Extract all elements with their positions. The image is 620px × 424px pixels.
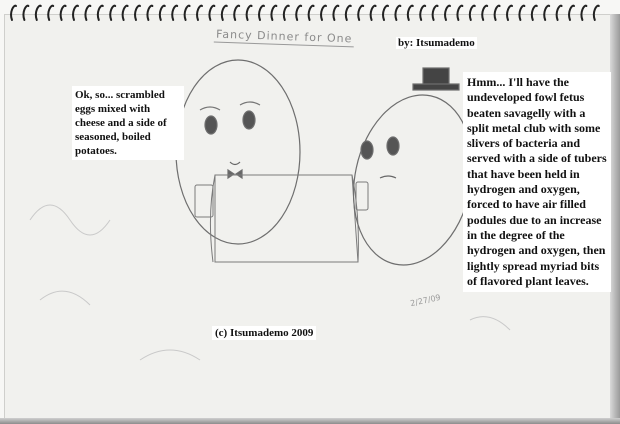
speech-text-left: Ok, so... scrambled eggs mixed with cheese and a side of seasoned, boiled potatoes. <box>72 86 184 160</box>
date-signature: 2/27/09 <box>409 292 442 309</box>
byline: by: Itsumademo <box>398 37 475 49</box>
speech-text-right: Hmm... I'll have the undeveloped fowl fetus beaten savagelly with a split metal club with some slivers of bacteria and served with a side of tubers that have been held in hydrogen and oxygen, forced to have air filled podules due to an increase in the degree of the hydrogen and oxygen, then lightly spread myriad bits of flavored plant leaves. <box>463 72 611 292</box>
drawing-title: Fancy Dinner for One <box>214 28 355 48</box>
copyright-notice: (c) Itsumademo 2009 <box>212 326 316 340</box>
left-egg-character <box>176 60 300 244</box>
